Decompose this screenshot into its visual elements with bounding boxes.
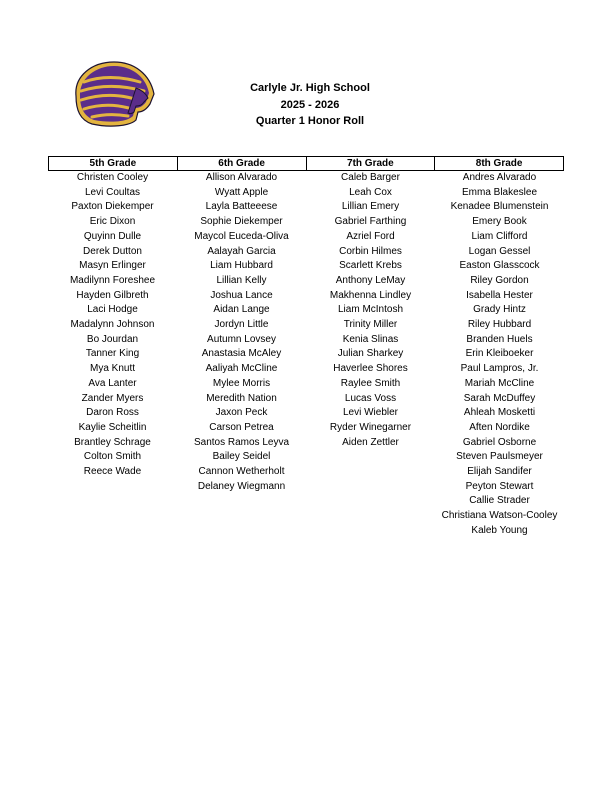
grade-5-list [48, 171, 177, 539]
student-name: Jaxon Peck [215, 407, 268, 419]
student-name: Paul Lampros, Jr. [460, 363, 539, 375]
student-name: Isabella Hester [466, 289, 533, 301]
student-name: Lillian Kelly [216, 274, 267, 286]
student-name: Madalynn Johnson [70, 319, 155, 331]
student-name: Erin Kleiboeker [465, 348, 534, 360]
student-name: Emery Book [472, 216, 527, 228]
student-name: Anthony LeMay [335, 274, 406, 286]
student-name: Gabriel Farthing [334, 216, 407, 228]
student-columns [48, 171, 564, 539]
student-name: Madilynn Foreshee [69, 274, 156, 286]
student-name: Peyton Stewart [465, 480, 534, 492]
school-year: 2025 - 2026 [280, 98, 340, 111]
student-name: Aaliyah McCline [205, 363, 278, 375]
student-name: Reece Wade [83, 466, 142, 478]
student-name: Caleb Barger [341, 172, 400, 183]
student-name: Steven Paulsmeyer [456, 451, 543, 463]
student-name: Colton Smith [83, 451, 142, 463]
student-name: Christen Cooley [76, 172, 149, 183]
student-name: Ryder Winegarner [329, 421, 412, 433]
indian-headdress-logo-icon [70, 58, 156, 130]
student-name: Julian Sharkey [337, 348, 404, 360]
student-name: Tanner King [85, 348, 140, 360]
student-name: Kenia Slinas [342, 333, 399, 345]
student-name: Allison Alvarado [205, 172, 278, 183]
student-name: Raylee Smith [340, 377, 401, 389]
title-block [210, 80, 410, 130]
grade-header-7th: 7th Grade [306, 157, 435, 170]
student-name: Grady Hintz [473, 304, 526, 316]
grade-header-6th: 6th Grade [177, 157, 306, 170]
student-name: Emma Blakeslee [461, 186, 538, 198]
school-name: Carlyle Jr. High School [250, 82, 370, 94]
school-logo [70, 58, 156, 130]
student-name: Scarlett Krebs [339, 260, 402, 272]
student-name: Aften Nordike [469, 421, 530, 433]
student-name: Aiden Zettler [342, 436, 399, 448]
student-name: Makhenna Lindley [329, 289, 412, 301]
student-name: Wyatt Apple [214, 186, 269, 198]
student-name: Delaney Wiegmann [197, 480, 286, 492]
student-name: Masyn Erlinger [79, 260, 146, 272]
student-name: Sophie Diekemper [200, 216, 283, 228]
student-name: Mya Knutt [89, 363, 136, 375]
student-name: Ava Lanter [88, 377, 137, 389]
student-name: Easton Glasscock [459, 260, 540, 272]
student-name: Trinity Miller [343, 319, 398, 331]
student-name: Lucas Voss [344, 392, 397, 404]
grade-7-list [306, 171, 435, 539]
student-name: Haverlee Shores [333, 363, 408, 375]
student-name: Layla Batteeese [205, 201, 278, 213]
student-name: Kaleb Young [471, 524, 528, 536]
student-name: Meredith Nation [206, 392, 277, 404]
student-name: Zander Myers [81, 392, 144, 404]
student-name: Levi Wiebler [342, 407, 399, 419]
grade-header-5th: 5th Grade [89, 158, 137, 169]
student-name: Callie Strader [469, 495, 530, 507]
student-name: Ahleah Mosketti [463, 407, 536, 419]
student-name: Azriel Ford [346, 230, 395, 242]
student-name: Derek Dutton [83, 245, 142, 257]
student-name: Liam Clifford [471, 230, 528, 242]
student-name: Maycol Euceda-Oliva [194, 230, 289, 242]
student-name: Brantley Schrage [74, 436, 151, 448]
student-name: Christiana Watson-Cooley [441, 510, 558, 522]
student-name: Kaylie Scheitlin [78, 421, 147, 433]
student-name: Gabriel Osborne [462, 436, 537, 448]
student-name: Hayden Gilbreth [76, 289, 149, 301]
student-name: Mylee Morris [212, 377, 271, 389]
student-name: Branden Huels [466, 333, 533, 345]
student-name: Levi Coultas [84, 186, 141, 198]
grade-6-list [177, 171, 306, 539]
student-name: Autumn Lovsey [207, 333, 276, 345]
student-name: Riley Hubbard [467, 319, 532, 331]
student-name: Riley Gordon [470, 274, 529, 286]
student-name: Bailey Seidel [212, 451, 271, 463]
student-name: Daron Ross [86, 407, 139, 419]
student-name: Leah Cox [349, 186, 392, 198]
student-name: Eric Dixon [89, 216, 136, 228]
student-name: Logan Gessel [468, 245, 531, 257]
student-name: Bo Jourdan [86, 333, 139, 345]
grade-header-row [48, 156, 564, 171]
student-name: Laci Hodge [87, 304, 138, 316]
student-name: Santos Ramos Leyva [193, 436, 290, 448]
grade-8-list [435, 171, 564, 539]
honor-roll-table [48, 156, 564, 539]
grade-header-8th: 8th Grade [434, 157, 563, 170]
student-name: Aidan Lange [213, 304, 270, 316]
student-name: Aalayah Garcia [207, 245, 276, 257]
student-name: Quyinn Dulle [83, 230, 142, 242]
student-name: Corbin Hilmes [339, 245, 402, 257]
student-name: Kenadee Blumenstein [450, 201, 549, 213]
student-name: Lillian Emery [341, 201, 400, 213]
student-name: Jordyn Little [214, 319, 269, 331]
honor-roll-title: Quarter 1 Honor Roll [255, 115, 365, 127]
student-name: Cannon Wetherholt [198, 466, 285, 478]
student-name: Anastasia McAley [201, 348, 282, 360]
student-name: Elijah Sandifer [467, 466, 532, 478]
student-name: Liam Hubbard [210, 260, 273, 272]
student-name: Sarah McDuffey [463, 392, 536, 404]
student-name: Joshua Lance [210, 289, 273, 301]
student-name: Carson Petrea [209, 421, 274, 433]
student-name: Andres Alvarado [462, 172, 537, 183]
student-name: Mariah McCline [464, 377, 535, 389]
student-name: Paxton Diekemper [71, 201, 154, 213]
student-name: Liam McIntosh [337, 304, 404, 316]
